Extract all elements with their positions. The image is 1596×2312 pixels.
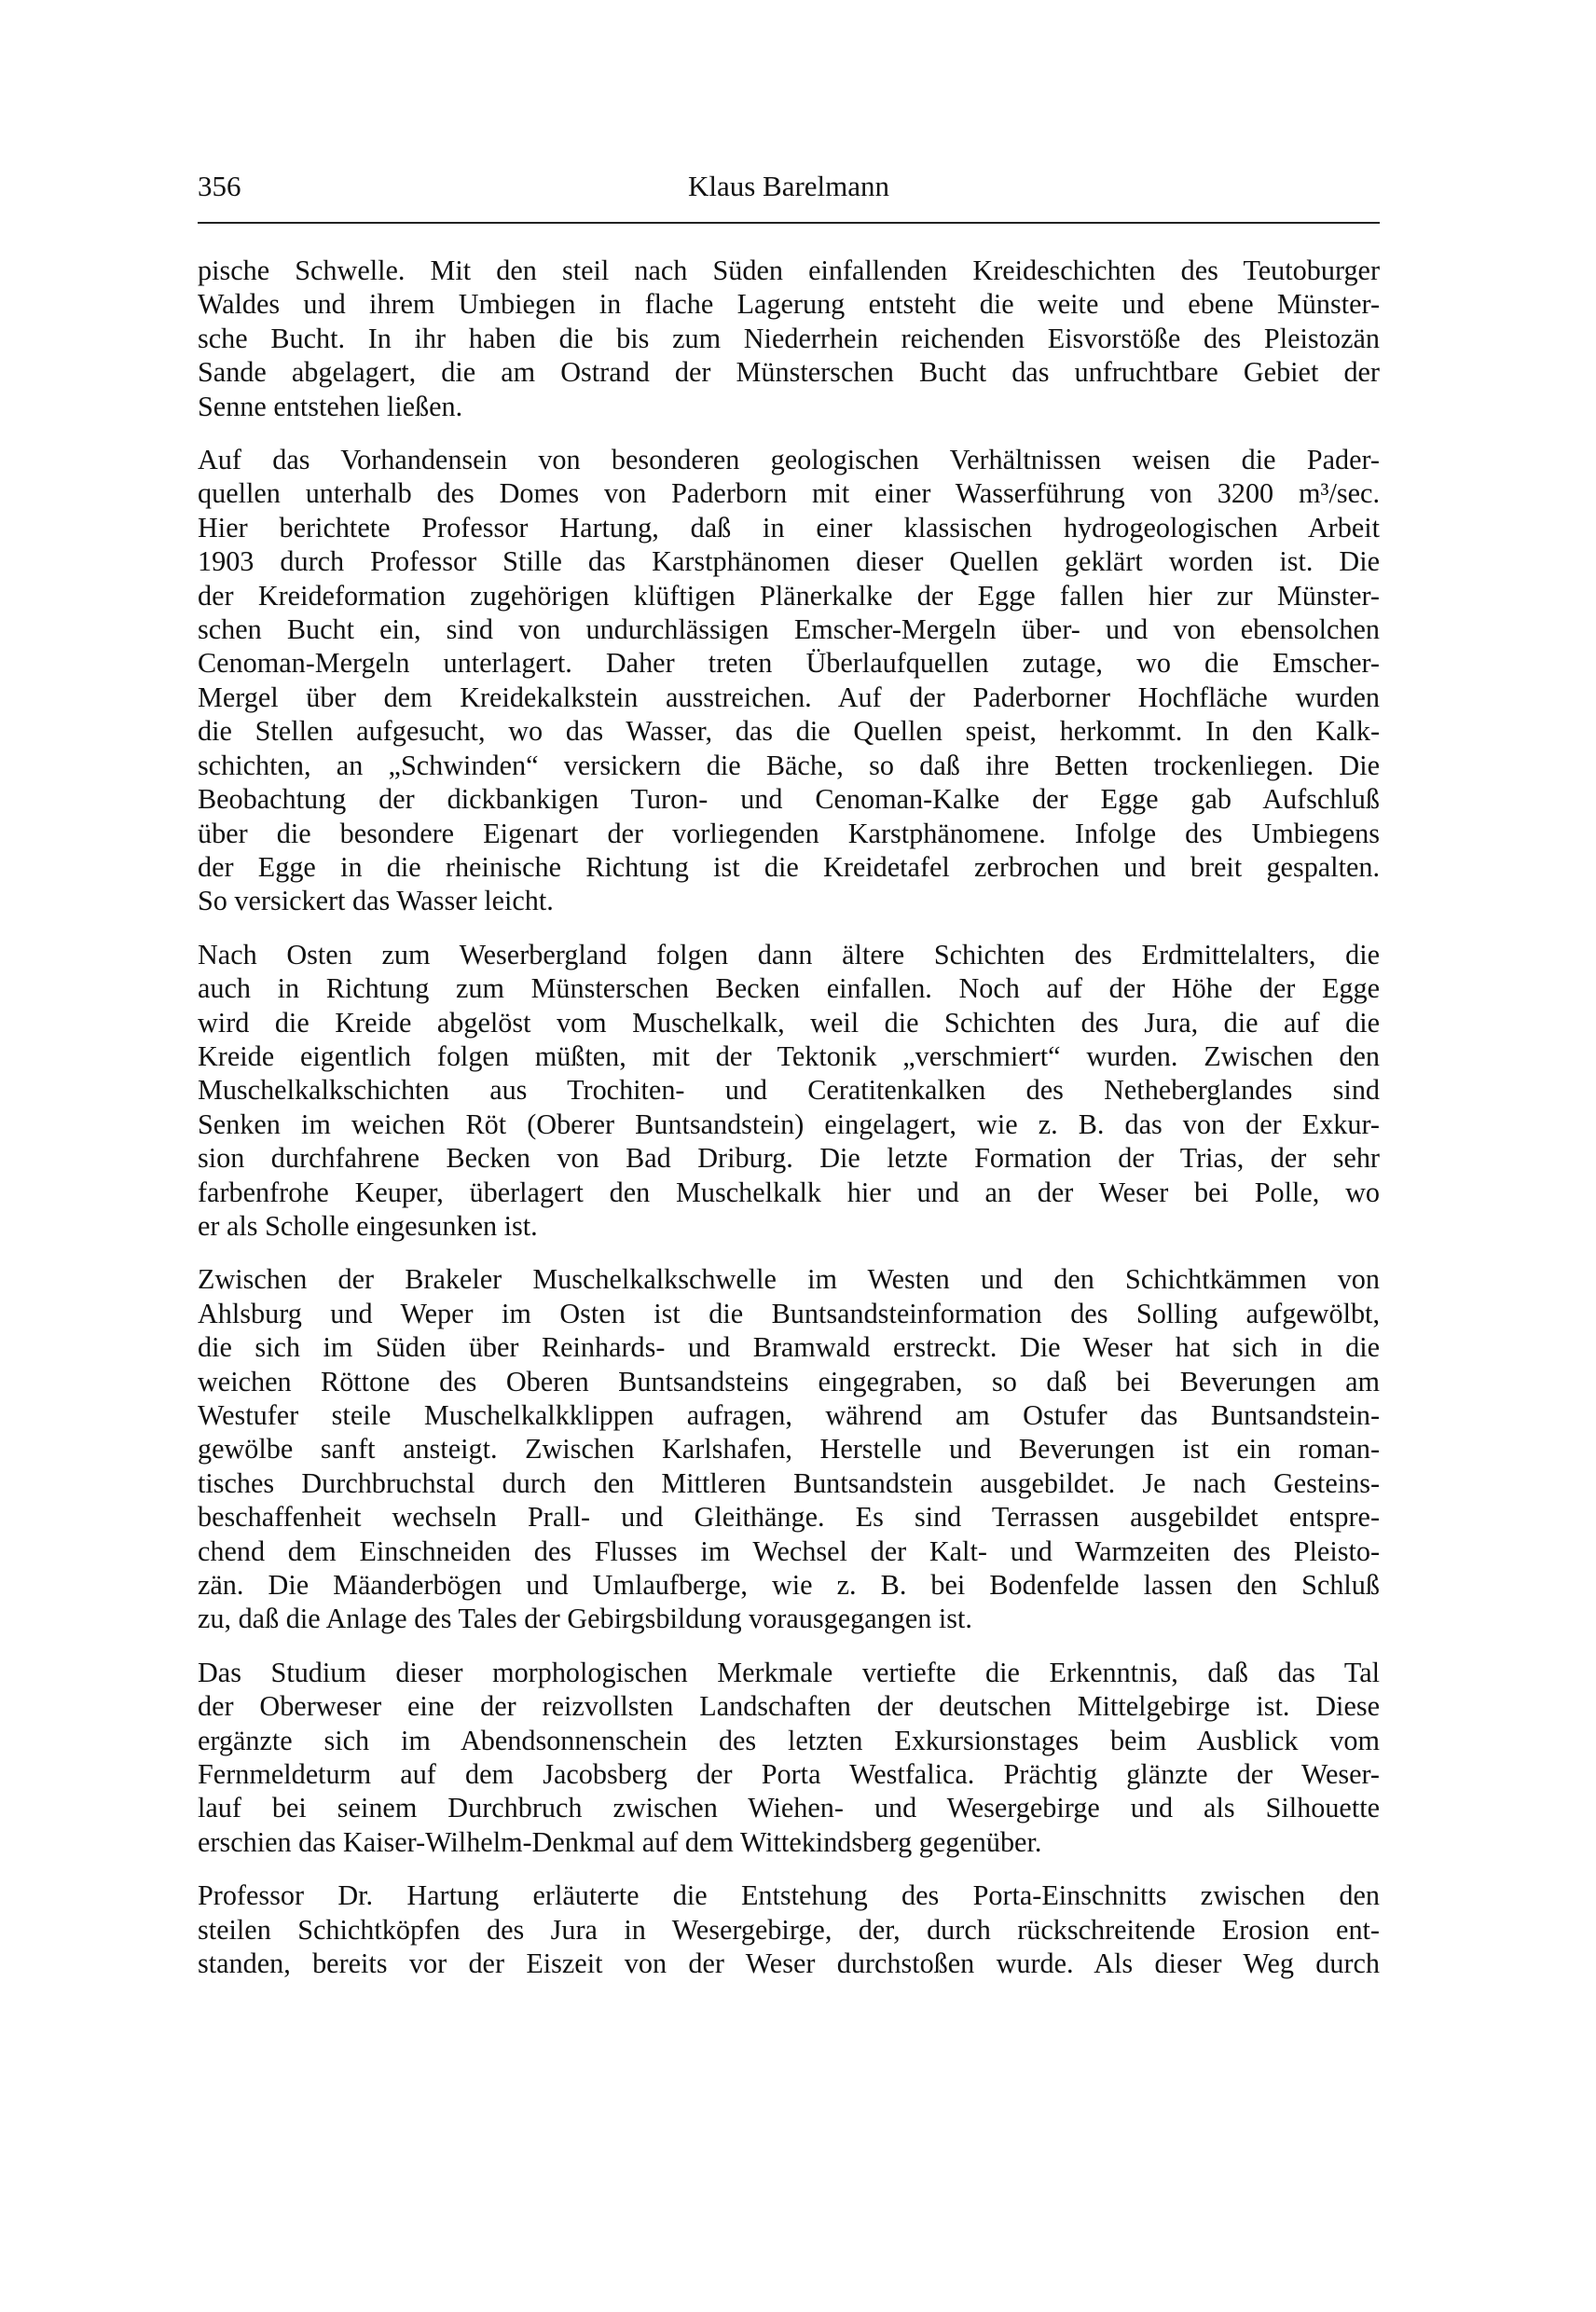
text-line: erschien das Kaiser-Wilhelm-Denkmal auf dem Wittekindsberg gegenüber. (198, 1825, 1042, 1858)
text-line: Hier berichtete Professor Hartung, daß in einer klassischen hydrogeologischen Arbeit (198, 511, 1380, 544)
text-line: Fernmeldeturm auf dem Jacobsberg der Porta Westfalica. Prächtig glänzte der Weser- (198, 1758, 1380, 1791)
text-line: er als Scholle eingesunken ist. (198, 1209, 538, 1242)
body-text (198, 254, 1380, 2001)
page-number: 356 (198, 170, 241, 202)
text-line: Professor Dr. Hartung erläuterte die Entstehung des Porta-Einschnitts zwischen den (198, 1879, 1380, 1912)
text-line: der Kreideformation zugehörigen klüftigen Plänerkalke der Egge fallen hier zur Münster- (198, 579, 1380, 612)
text-line: steilen Schichtköpfen des Jura in Wesergebirge, der, durch rückschreitende Erosion ent- (198, 1913, 1380, 1946)
text-line: der Egge in die rheinische Richtung ist die Kreidetafel zerbrochen und breit gespalten. (198, 850, 1380, 883)
text-line: pische Schwelle. Mit den steil nach Süden einfallenden Kreideschichten des Teutoburger (198, 255, 1380, 286)
text-line: schen Bucht ein, sind von undurchlässigen Emscher-Mergeln über- und von ebensolchen (198, 613, 1380, 646)
text-line: chend dem Einschneiden des Flusses im Wechsel der Kalt- und Warmzeiten des Pleisto- (198, 1534, 1380, 1567)
paragraph (198, 443, 1380, 918)
text-line: weichen Röttone des Oberen Buntsandsteins eingegraben, so daß bei Beverungen am (198, 1365, 1380, 1397)
text-line: Nach Osten zum Weserbergland folgen dann ältere Schichten des Erdmittelalters, die (198, 938, 1380, 970)
text-line: Senne entstehen ließen. (198, 390, 463, 422)
text-line: die Stellen aufgesucht, wo das Wasser, das die Quellen speist, herkommt. In den Kalk- (198, 715, 1380, 748)
text-line: Cenoman-Mergeln unterlagert. Daher treten Überlaufquellen zutage, wo die Emscher- (198, 647, 1380, 680)
header-rule (198, 222, 1380, 224)
text-line: sche Bucht. In ihr haben die bis zum Niederrhein reichenden Eisvorstöße des Pleistozän (198, 322, 1380, 354)
text-line: Mergel über dem Kreidekalkstein ausstreichen. Auf der Paderborner Hochfläche wurden (198, 681, 1380, 713)
text-line: Auf das Vorhandensein von besonderen geologischen Verhältnissen weisen die Pader- (198, 444, 1380, 476)
text-line: lauf bei seinem Durchbruch zwischen Wiehen- und Wesergebirge und als Silhouette (198, 1792, 1380, 1824)
text-line: zän. Die Mäanderbögen und Umlaufberge, wie z. B. bei Bodenfelde lassen den Schluß (198, 1569, 1380, 1602)
paragraph (198, 1878, 1380, 1980)
paragraph (198, 254, 1380, 423)
text-line: Waldes und ihrem Umbiegen in flache Lagerung entsteht die weite und ebene Münster- (198, 288, 1380, 321)
text-line: tisches Durchbruchstal durch den Mittleren Buntsandstein ausgebildet. Je nach Gesteins- (198, 1466, 1380, 1499)
text-line: Beobachtung der dickbankigen Turon- und Cenoman-Kalke der Egge gab Aufschluß (198, 783, 1380, 816)
text-line: standen, bereits vor der Eiszeit von der Weser durchstoßen wurde. Als dieser Weg durch (198, 1947, 1380, 1980)
text-line: 1903 durch Professor Stille das Karstphänomen dieser Quellen geklärt worden ist. Die (198, 545, 1380, 578)
text-line: Ahlsburg und Weper im Osten ist die Buntsandsteinformation des Solling aufgewölbt, (198, 1297, 1380, 1329)
text-line: quellen unterhalb des Domes von Paderborn mit einer Wasserführung von 3200 m³/sec. (198, 477, 1380, 510)
text-line: schichten, an „Schwinden“ versickern die Bäche, so daß ihre Betten trockenliegen. Die (198, 749, 1380, 781)
text-line: gewölbe sanft ansteigt. Zwischen Karlshafen, Herstelle und Beverungen ist ein roman- (198, 1433, 1380, 1466)
text-line: wird die Kreide abgelöst vom Muschelkalk, weil die Schichten des Jura, die auf die (198, 1006, 1380, 1039)
text-line: über die besondere Eigenart der vorliegenden Karstphänomene. Infolge des Umbiegens (198, 817, 1380, 849)
text-line: So versickert das Wasser leicht. (198, 885, 554, 917)
text-line: Senken im weichen Röt (Oberer Buntsandstein) eingelagert, wie z. B. das von der Exkur- (198, 1108, 1380, 1140)
text-line: ergänzte sich im Abendsonnenschein des letzten Exkursionstages beim Ausblick vom (198, 1724, 1380, 1756)
text-line: Zwischen der Brakeler Muschelkalkschwelle im Westen und den Schichtkämmen von (198, 1263, 1380, 1296)
text-line: die sich im Süden über Reinhards- und Bramwald erstreckt. Die Weser hat sich in die (198, 1331, 1380, 1364)
text-line: der Oberweser eine der reizvollsten Landschaften der deutschen Mittelgebirge ist. Diese (198, 1690, 1380, 1723)
text-line: zu, daß die Anlage des Tales der Gebirgsbildung vorausgegangen ist. (198, 1603, 972, 1635)
text-line: auch in Richtung zum Münsterschen Becken einfallen. Noch auf der Höhe der Egge (198, 972, 1380, 1005)
paragraph (198, 1262, 1380, 1635)
text-line: Westufer steile Muschelkalkklippen aufragen, während am Ostufer das Buntsandstein- (198, 1399, 1380, 1431)
text-line: Sande abgelagert, die am Ostrand der Münsterschen Bucht das unfruchtbare Gebiet der (198, 356, 1380, 389)
text-line: sion durchfahrene Becken von Bad Driburg. Die letzte Formation der Trias, der sehr (198, 1142, 1380, 1175)
text-line: beschaffenheit wechseln Prall- und Gleithänge. Es sind Terrassen ausgebildet entspre- (198, 1501, 1380, 1534)
paragraph (198, 938, 1380, 1244)
running-head (198, 170, 1380, 214)
text-line: Kreide eigentlich folgen müßten, mit der Tektonik „verschmiert“ wurden. Zwischen den (198, 1039, 1380, 1072)
running-head-author: Klaus Barelmann (687, 170, 890, 202)
text-line: Das Studium dieser morphologischen Merkmale vertiefte die Erkenntnis, daß das Tal (198, 1656, 1380, 1688)
text-line: Muschelkalkschichten aus Trochiten- und Ceratitenkalken des Netheberglandes sind (198, 1074, 1380, 1107)
text-line: farbenfrohe Keuper, überlagert den Muschelkalk hier und an der Weser bei Polle, wo (198, 1176, 1380, 1208)
paragraph (198, 1656, 1380, 1859)
